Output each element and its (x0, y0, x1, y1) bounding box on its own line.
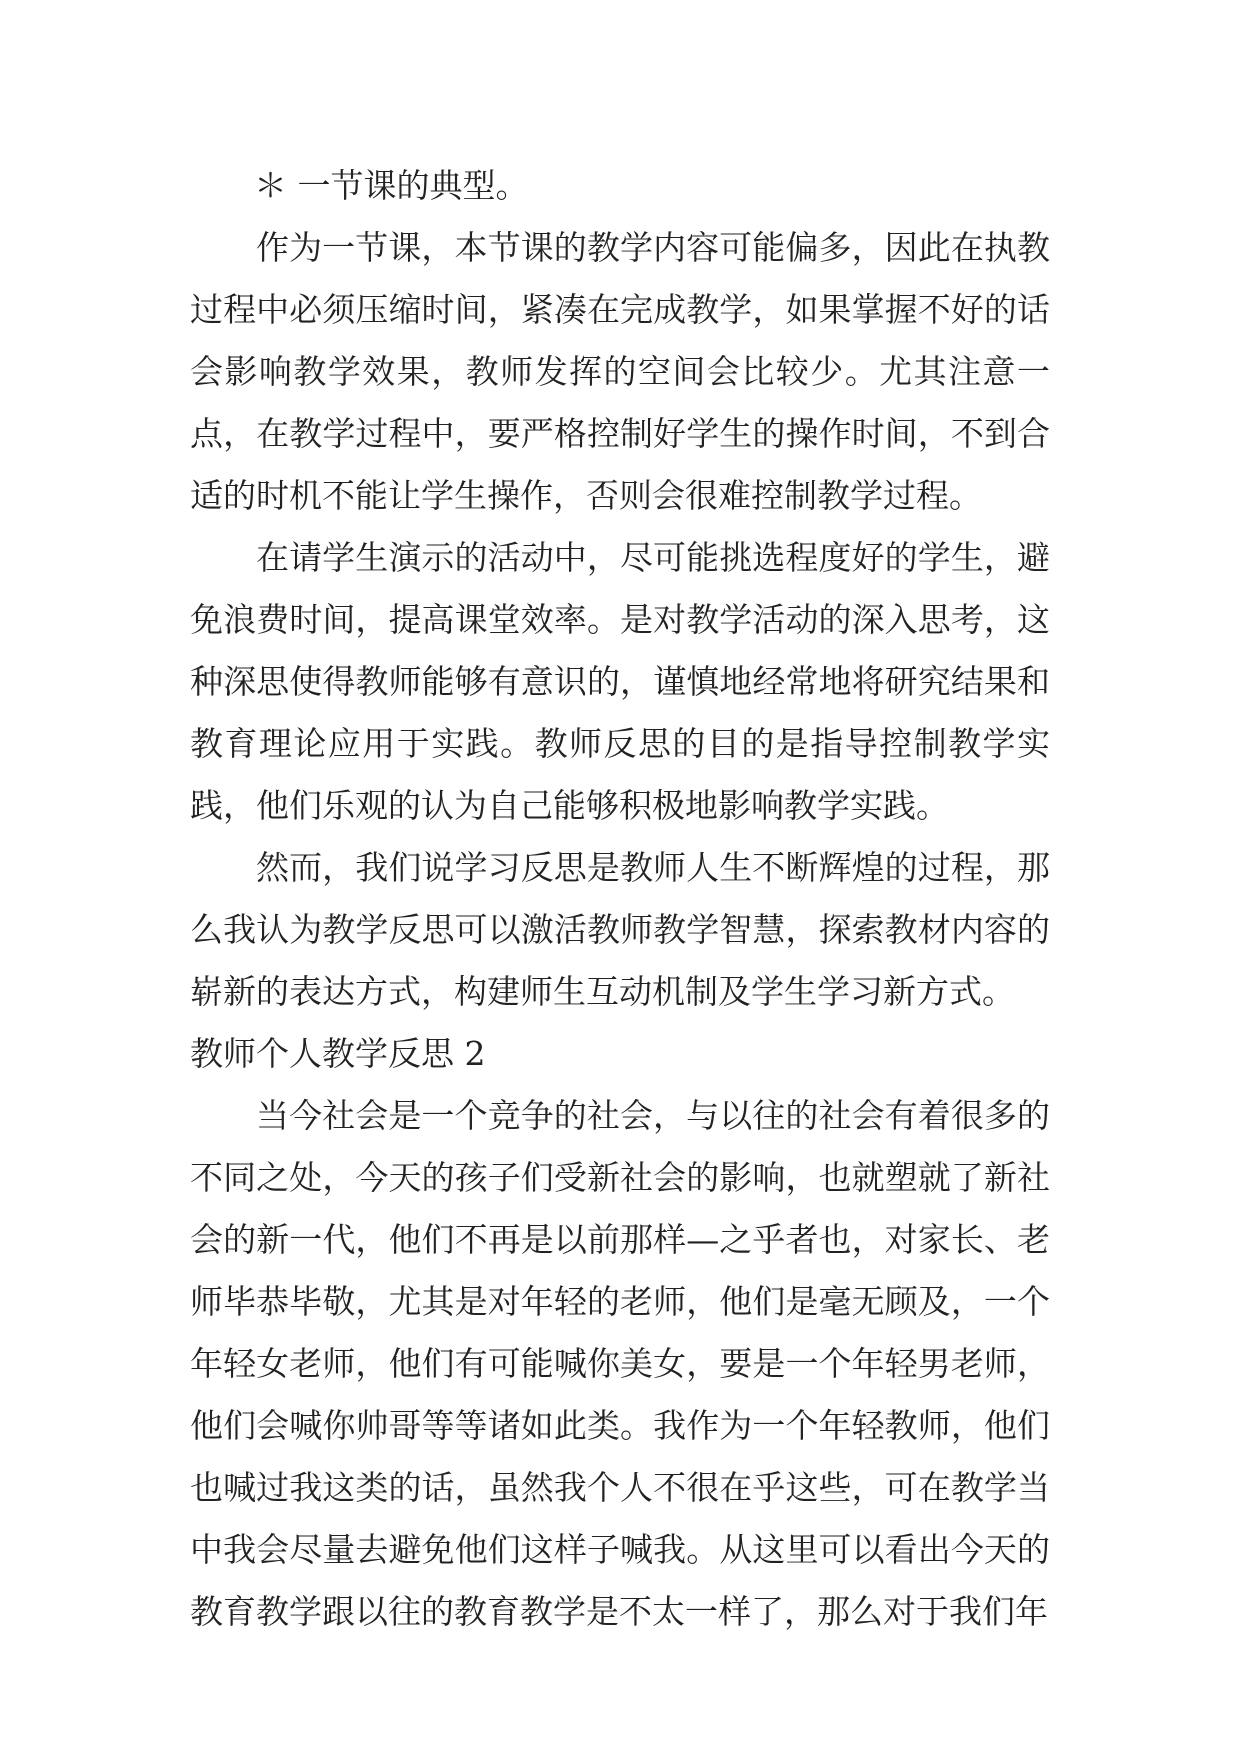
body-paragraph-1: 作为一节课，本节课的教学内容可能偏多，因此在执教过程中必须压缩时间，紧凑在完成教学，如果掌握不好的话会影响教学效果，教师发挥的空间会比较少。尤其注意一点，在教学过程中，要严格控制好学生的操作时间，不到合适的时机不能让学生操作，否则会很难控制教学过程。 (190, 228, 1050, 515)
body-paragraph-2: 在请学生演示的活动中，尽可能挑选程度好的学生，避免浪费时间，提高课堂效率。是对教学活动的深入思考，这种深思使得教师能够有意识的，谨慎地经常地将研究结果和教育理论应用于实践。教师反思的目的是指导控制教学实践，他们乐观的认为自己能够积极地影响教学实践。 (190, 538, 1050, 825)
document-body (190, 155, 1050, 1643)
section-paragraph: 当今社会是一个竞争的社会，与以往的社会有着很多的不同之处，今天的孩子们受新社会的影响，也就塑就了新社会的新一代，他们不再是以前那样—之乎者也，对家长、老师毕恭毕敬，尤其是对年轻的老师，他们是毫无顾及，一个年轻女老师，他们有可能喊你美女，要是一个年轻男老师，他们会喊你帅哥等等诸如此类。我作为一个年轻教师，他们也喊过我这类的话，虽然我个人不很在乎这些，可在教学当中我会尽量去避免他们这样子喊我。从这里可以看出今天的教育教学跟以往的教育教学是不太一样了，那么对于我们年 (190, 1096, 1050, 1631)
bullet-paragraph: ＊ 一节课的典型。 (254, 166, 529, 205)
body-paragraph-3: 然而，我们说学习反思是教师人生不断辉煌的过程，那么我认为教学反思可以激活教师教学智慧，探索教材内容的崭新的表达方式，构建师生互动机制及学生学习新方式。 (190, 848, 1050, 1011)
section-heading: 教师个人教学反思 2 (190, 1034, 486, 1073)
